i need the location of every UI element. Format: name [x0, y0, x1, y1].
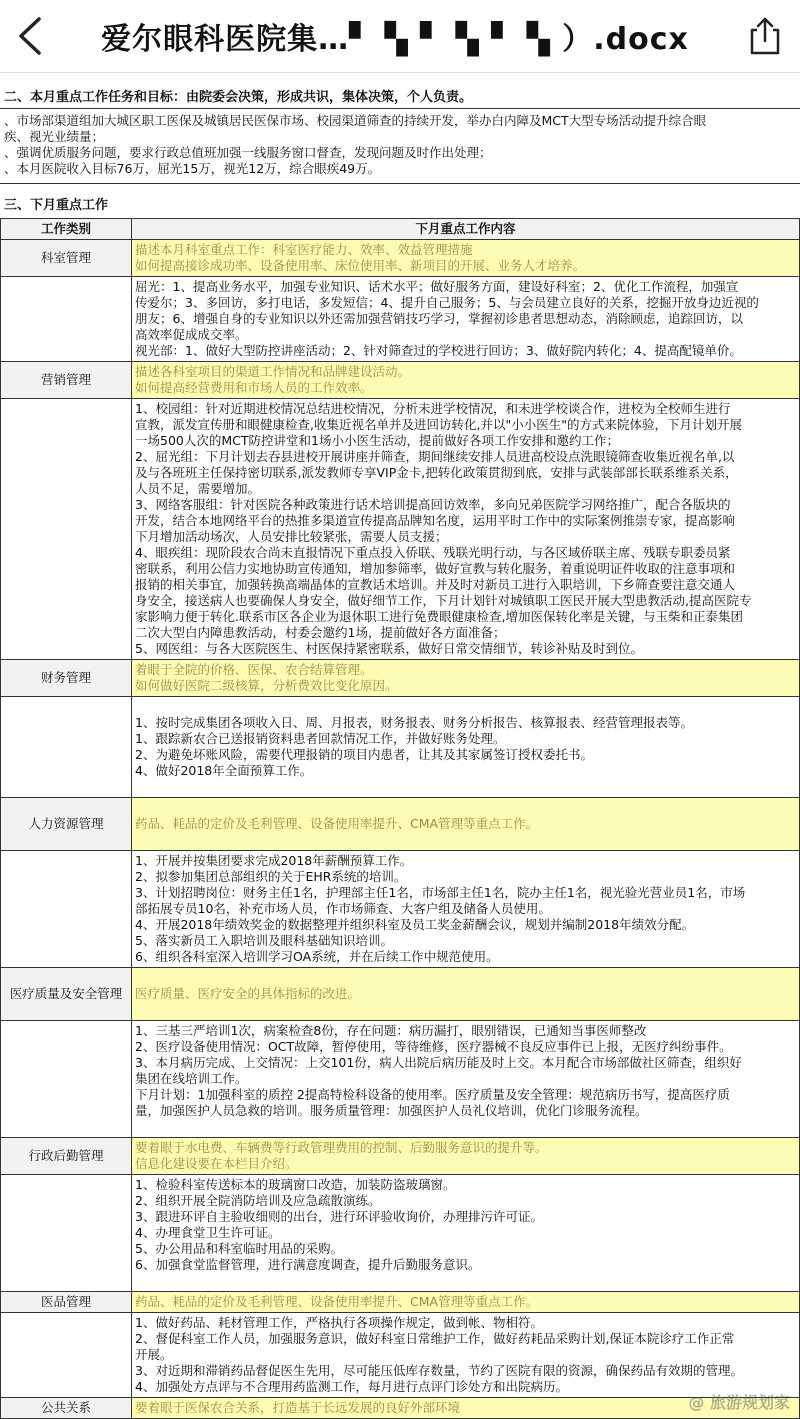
table-row: [1, 399, 800, 660]
content-line: 1、检验科室传送标本的玻璃窗口改造，加装防盗玻璃窗。: [135, 1177, 456, 1192]
share-button[interactable]: [730, 0, 800, 72]
content-line: 3、本月病历完成、上交情况：上交101份，病人出院后病历能及时上交。本月配合市场部做社区筛查，组织好: [135, 1055, 742, 1070]
table-row: [1, 1313, 800, 1398]
share-icon: [747, 16, 783, 56]
content-line: 部拓展专员10名，补充市场人员，作市场筛查、大客户组及储备人员使用。: [135, 901, 551, 916]
category-cell: 科室管理: [1, 240, 132, 277]
content-line: 开展。: [135, 1347, 173, 1362]
content-line: 5、办公用品和科室临时用品的采购。: [135, 1241, 343, 1256]
content-line: 4、办理食堂卫生许可证。: [135, 1225, 281, 1240]
content-line: 家影响力便于转化.联系市区各企业为退休职工进行免费眼健康检查,增加医保转化率是关键，与玉柴和正泰集团: [135, 609, 743, 624]
col-content-header: 下月重点工作内容: [132, 219, 800, 240]
guideline-cell: [132, 660, 800, 697]
content-line: 宣教，派发宣传册和眼健康检查,收集近视名单并及进回访转化,并以"小小医生"的方式来院体验，下月计划开展: [135, 417, 742, 432]
content-line: 要着眼于医保农合关系，打造基于长远发展的良好外部环境: [135, 1400, 461, 1415]
section3-heading: 三、下月重点工作: [4, 198, 109, 213]
category-cell: 行政后勤管理: [1, 1138, 132, 1175]
content-line: 2、为避免坏账风险，需要代理报销的项目内患者，让其及其家属签订授权委托书。: [135, 747, 593, 762]
content-line: 2、医疗设备使用情况：OCT故障，暂停使用，等待维修，医疗器械不良反应事件已上报，无医疗纠纷事件。: [135, 1039, 732, 1054]
document-title: 爱尔眼科医院集…▘ ▚ ▘ ▚ ▘ ▚ ）.docx: [101, 22, 689, 57]
content-line: 视光部：1、做好大型防控讲座活动；2、针对筛查过的学校进行回访；3、做好院内转化；4、提高配镜单价。: [135, 343, 742, 358]
category-cell: 人力资源管理: [1, 798, 132, 851]
content-line: 高效率促成成交率。: [135, 327, 248, 342]
back-button[interactable]: [0, 0, 60, 72]
content-line: 4、做好2018年全面预算工作。: [135, 763, 313, 778]
section2-line: 疾、视光业绩量；: [4, 129, 105, 144]
content-line: [135, 832, 796, 848]
content-line: 1、开展并按集团要求完成2018年薪酬预算工作。: [135, 853, 413, 868]
col-type-header: 工作类别: [1, 219, 132, 240]
content-line: 1、跟踪新农合已送报销资料患者回款情况工作，并做好账务处理。: [135, 731, 506, 746]
content-line: 1、做好药品、耗材管理工作，严格执行各项操作规定，做到帐、物相符。: [135, 1315, 543, 1330]
table-header-row: [1, 219, 800, 240]
section2-heading: 二、本月重点工作任务和目标：由院委会决策，形成共识，集体决策，个人负责。: [4, 90, 473, 105]
content-line: 4、开展2018年绩效奖金的数据整理并组织科室及员工奖金薪酬会议，规划并编制2018年绩效分配。: [135, 917, 695, 932]
content-line: 如何提高接诊成功率、设备使用率、床位使用率、新项目的开展、业务人才培养。: [135, 258, 586, 273]
content-line: 下月增加活动场次，人员安排比较紧张，需要人员支援；: [135, 529, 448, 544]
content-cell: [132, 697, 800, 798]
content-line: 药品、耗品的定价及毛利管理、设备使用率提升、CMA管理等重点工作。: [135, 816, 539, 831]
content-line: [135, 1273, 796, 1289]
document-body[interactable]: [0, 80, 800, 1419]
category-cell: [1, 851, 132, 968]
guideline-cell: [132, 968, 800, 1021]
content-cell: [132, 851, 800, 968]
table-row: [1, 1021, 800, 1138]
section2-line: 、强调优质服务问题，要求行政总值班加强一线服务窗口督查，发现问题及时作出处理；: [4, 145, 492, 160]
table-row: [1, 1175, 800, 1292]
content-line: 4、眼疾组：现阶段农合尚未直报情况下重点投入侨联、残联光明行动，与各区域侨联主席、残联专职委员紧: [135, 545, 731, 560]
content-cell: [132, 1175, 800, 1292]
content-line: [135, 1119, 796, 1135]
content-line: 3、跟进环评自主验收细则的出台，进行环评验收询价，办理排污许可证。: [135, 1209, 543, 1224]
category-cell: [1, 1021, 132, 1138]
table-row: [1, 362, 800, 399]
guideline-cell: [132, 240, 800, 277]
content-line: 6、加强食堂监督管理，进行满意度调查，提升后勤服务意识。: [135, 1257, 481, 1272]
content-line: [135, 970, 796, 986]
content-line: 1、按时完成集团各项收入日、周、月报表，财务报表、财务分析报告、核算报表、经营管理报表等。: [135, 715, 693, 730]
content-line: 2、督促科室工作人员，加强服务意识，做好科室日常维护工作，做好药耗品采购计划,保证本院诊疗工作正常: [135, 1331, 735, 1346]
content-line: 密联系，利用公信力实地协助宣传通知，增加参筛率，做好宣教与转化服务，着重说明证件收取的注意事项和: [135, 561, 736, 576]
content-line: 身安全，接送病人也要确保人身安全，做好细节工作，下月计划针对城镇职工医民开展大型患教活动,提高医院专: [135, 593, 752, 608]
content-cell: [132, 277, 800, 362]
category-cell: 医疗质量及安全管理: [1, 968, 132, 1021]
table-row: [1, 240, 800, 277]
table-row: [1, 1138, 800, 1175]
content-line: 屈光：1、提高业务水平，加强专业知识、话术水平；做好服务方面，建设好科室；2、优化工作流程，加强宣: [135, 279, 739, 294]
content-line: 着眼于全院的价格、医保、农合结算管理。: [135, 662, 373, 677]
content-line: [135, 800, 796, 816]
content-line: 集团在线培训工作。: [135, 1071, 248, 1086]
content-line: 传爱尔；3、多回访，多打电话，多发短信；4、提升自己服务；5、与会员建立良好的关系，挖掘开放身边近视的: [135, 295, 759, 310]
content-line: 3、对近期和滞销药品督促医生先用，尽可能压低库存数量，节约了医院有限的资源，确保药品有效期的管理。: [135, 1363, 743, 1378]
work-plan-table: [0, 218, 800, 1419]
content-line: 5、落实新员工入职培训及眼科基础知识培训。: [135, 933, 393, 948]
content-line: 一场500人次的MCT防控讲堂和1场小小医生活动，提前做好各项工作安排和邀约工作；: [135, 433, 619, 448]
section2-box: [0, 108, 800, 184]
content-line: 1、三基三严培训1次，病案检查8份，存在问题：病历漏打，眼别错误，已通知当事医师整改: [135, 1023, 647, 1038]
content-line: 及与各班班主任保持密切联系,派发教师专享VIP金卡,把转化政策贯彻到底，安排与武装部部长联系维系关系，: [135, 465, 738, 480]
chevron-left-icon: [17, 16, 43, 56]
content-line: 药品、耗品的定价及毛利管理、设备使用率提升、CMA管理等重点工作。: [135, 1294, 539, 1309]
content-line: 要着眼于水电费、车辆费等行政管理费用的控制、后勤服务意识的提升等。: [135, 1140, 548, 1155]
category-cell: [1, 697, 132, 798]
content-cell: [132, 1021, 800, 1138]
content-line: 量，加强医护人员急救的培训。服务质量管理：加强医护人员礼仪培训，优化门诊服务流程。: [135, 1103, 648, 1118]
section2-line: 、本月医院收入目标76万，屈光15万，视光12万，综合眼疾49万。: [4, 161, 381, 176]
content-line: 4、加强处方点评与不合理用药监测工作，每月进行点评门诊处方和出院病历。: [135, 1379, 568, 1394]
content-cell: [132, 399, 800, 660]
content-line: [135, 779, 796, 795]
content-line: 2、拟参加集团总部组织的关于EHR系统的培训。: [135, 869, 407, 884]
table-row: [1, 1292, 800, 1313]
section2-line: 、市场部渠道组加大城区职工医保及城镇居民医保市场、校园渠道筛查的持续开发，举办白内障及MCT大型专场活动提升综合眼: [4, 113, 707, 128]
content-line: 描述各科室项目的渠道工作情况和品牌建设活动。: [135, 364, 411, 379]
content-line: 2、屈光组：下月计划去吞县进校开展讲座并筛查，期间继续安排人员进高校设点洗眼镜筛查收集近视名单,以: [135, 449, 735, 464]
content-line: 5、网医组：与各大医院医生、村医保持紧密联系，做好日常交情细节，转诊补贴及时到位。: [135, 641, 643, 656]
content-line: [135, 1002, 796, 1018]
content-line: 如何做好医院二级核算，分析费效比变化原因。: [135, 678, 398, 693]
category-cell: [1, 1175, 132, 1292]
content-cell: [132, 1313, 800, 1398]
table-row: [1, 277, 800, 362]
category-cell: [1, 277, 132, 362]
content-line: 开发，结合本地网络平台的热推多渠道宣传提高品牌知名度，运用平时工作中的实际案例推崇专家，提高影响: [135, 513, 736, 528]
category-cell: [1, 399, 132, 660]
table-row: [1, 968, 800, 1021]
category-cell: 财务管理: [1, 660, 132, 697]
watermark: @ 旅游规划家: [688, 1393, 790, 1412]
content-line: 信息化建设要在本栏目介绍。: [135, 1156, 298, 1171]
table-row: [1, 851, 800, 968]
content-line: [135, 699, 796, 715]
table-row: [1, 798, 800, 851]
content-line: 描述本月科室重点工作：科室医疗能力、效率、效益管理措施: [135, 242, 473, 257]
content-line: 朋友；6、增强自身的专业知识以外还需加强营销技巧学习，掌握初诊患者思想动态，消除顾虑，追踪回访，以: [135, 311, 743, 326]
category-cell: 公共关系: [1, 1398, 132, 1419]
top-bar: [0, 0, 800, 73]
guideline-cell: [132, 798, 800, 851]
table-row: [1, 660, 800, 697]
content-line: 6、组织各科室深入培训学习OA系统，并在后续工作中规范使用。: [135, 949, 499, 964]
guideline-cell: [132, 362, 800, 399]
category-cell: 医品管理: [1, 1292, 132, 1313]
content-line: 2、组织开展全院消防培训及应急疏散演练。: [135, 1193, 381, 1208]
content-line: 医疗质量、医疗安全的具体指标的改进。: [135, 986, 361, 1001]
category-cell: [1, 1313, 132, 1398]
content-line: 3、计划招聘岗位：财务主任1名，护理部主任1名，市场部主任1名，院办主任1名，视光验光营业员1名，市场: [135, 885, 746, 900]
guideline-cell: [132, 1138, 800, 1175]
category-cell: 营销管理: [1, 362, 132, 399]
content-line: 下月计划：1加强科室的质控 2提高特检科设备的使用率。医疗质量及安全管理：规范病历书写，提高医疗质: [135, 1087, 730, 1102]
content-line: 人员不足，需要增加。: [135, 481, 261, 496]
content-line: 3、网络客服组：针对医院各种政策进行话术培训提高回访效率，多向兄弟医院学习网络推广，配合各版块的: [135, 497, 731, 512]
content-line: 二次大型白内障患教活动，村委会邀约1场，提前做好各方面准备；: [135, 625, 506, 640]
table-row: [1, 1398, 800, 1419]
content-line: 1、校园组：针对近期进校情况总结进校情况，分析未进学校情况，和未进学校谈合作，进校为全校师生进行: [135, 401, 731, 416]
content-line: 如何提高经营费用和市场人员的工作效率。: [135, 380, 373, 395]
table-row: [1, 697, 800, 798]
content-line: 报销的相关事宜，加强转换高端晶体的宣教话术培训。并及时对新员工进行入职培训，下乡筛查要注意交通人: [135, 577, 736, 592]
guideline-cell: [132, 1292, 800, 1313]
